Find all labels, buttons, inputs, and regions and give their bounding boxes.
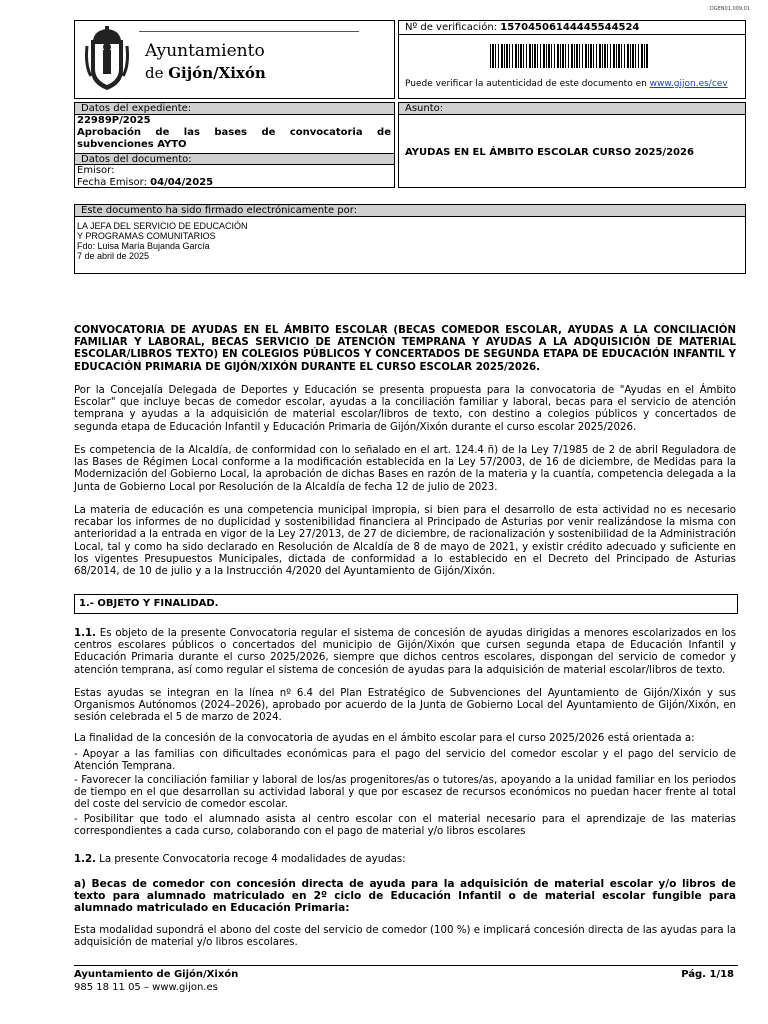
bullet-3: - Posibilitar que todo el alumnado asista al centro escolar con el material necesario para el aprendizaje de las materias correspondientes a cada curso, colaborando con el pago de material y/o libros escolares (74, 814, 736, 838)
expediente-number: 22989P/2025 (77, 115, 151, 126)
paragraph-1: Por la Concejalía Delegada de Deportes y Educación se presenta propuesta para la convocatoria de "Ayudas en el Ámbito Escolar" que incluye becas de comedor escolar, ayudas a la conciliación familiar y laboral, becas para el servicio de atención temprana y ayudas a la adquisición de material escolar/libros de texto, con destino a colegios públicos y concertados de segunda etapa de Educación Infantil y Educación Primaria de Gijón/Xixón durante el curso escolar 2025/2026. (74, 385, 736, 433)
firma-header: Este documento ha sido firmado electrónicamente por: (75, 205, 745, 217)
expediente-box (74, 102, 395, 188)
bullet-2: - Favorecer la conciliación familiar y laboral de los/as progenitores/as o tutores/as, apoyando a la unidad familiar en los periodos de tiempo en el que desarrollan su actividad laboral y que por escasez de recursos económicos no puedan hacer frente al total del coste del servicio de comedor escolar. (74, 775, 736, 811)
emisor-label: Emisor: (77, 165, 115, 176)
logo-line1: Ayuntamiento (145, 41, 265, 61)
paragraph-2: Es competencia de la Alcaldía, de conformidad con lo señalado en el art. 124.4 ñ) de la Ley 7/1985 de 2 de abril Reguladora de las Bases de Régimen Local conforme a la modificación establecida en la Ley 57/2003, de 16 de diciembre, de Medidas para la Modernización del Gobierno Local, la aprobación de dichas Bases en razón de la materia y la cuantía, competencia delegada a la Junta de Gobierno Local por Resolución de la Alcaldía de fecha 12 de julio de 2023. (74, 445, 736, 493)
asunto-header: Asunto: (399, 103, 745, 115)
footer-org: Ayuntamiento de Gijón/Xixón (74, 969, 239, 980)
logo-line2: de Gijón/Xixón (145, 64, 266, 82)
paragraph-1-1: 1.1. Es objeto de la presente Convocatoria regular el sistema de concesión de ayudas dirigidas a menores escolarizados en los centros escolares públicos o concertados del municipio de Gijón/Xixón que cursen segunda etapa de Educación Infantil y Educación Primaria durante el curso 2025/2026, siempre que dichos centros escolares, dispongan del servicio de comedor y atención temprana, así como regular el sistema de concesión de ayudas para la adquisición de material escolar/libros de texto. (74, 628, 736, 676)
footer-rule (74, 965, 738, 966)
barcode-icon (490, 44, 648, 68)
paragraph-1-2: 1.2. La presente Convocatoria recoge 4 modalidades de ayudas: (74, 854, 406, 865)
document-title: CONVOCATORIA DE AYUDAS EN EL ÁMBITO ESCOLAR (BECAS COMEDOR ESCOLAR, AYUDAS A LA CONCILIACIÓN FAMILIAR Y LABORAL, BECAS SERVICIO DE ATENCIÓN TEMPRANA Y AYUDAS A LA ADQUISICIÓN DE MATERIAL ESCOLAR/LIBROS TEXTO) EN COLEGIOS PÚBLICOS Y CONCERTADOS DE SEGUNDA ETAPA DE EDUCACIÓN INFANTIL Y EDUCACIÓN PRIMARIA DE GIJÓN/XIXÓN DURANTE EL CURSO ESCOLAR 2025/2026. (74, 325, 736, 373)
firma-details: LA JEFA DEL SERVICIO DE EDUCACIÓN Y PROGRAMAS COMUNITARIOS Fdo: Luisa María Bujanda García 7 de abril de 2025 (77, 221, 248, 261)
expediente-header: Datos del expediente: (75, 103, 394, 115)
modality-a-title: a) Becas de comedor con concesión directa de ayuda para la adquisición de material escolar y/o libros de texto para alumnado matriculado en 2º ciclo de Educación Infantil o de material escolar fungible para alumnado matriculado en Educación Primaria: (74, 878, 736, 915)
section-1-heading-box (74, 594, 738, 614)
paragraph-3: La materia de educación es una competencia municipal impropia, si bien para el desarrollo de esta actividad no es necesario recabar los informes de no duplicidad y sostenibilidad financiera al Principado de Asturias por venir realizándose la misma con anterioridad a la entrada en vigor de la Ley 27/2013, de 27 de diciembre, de racionalización y sostenibilidad de la Administración Local, tal y como ha sido declarado en Resolución de Alcaldía de 8 de mayo de 2021, y existir crédito adecuado y suficiente en los vigentes Presupuestos Municipales, dictada de conformidad a lo establecido en el Decreto del Principado de Asturias 68/2014, de 10 de julio y a la Instrucción 4/2020 del Ayuntamiento de Gijón/Xixón. (74, 505, 736, 578)
logo-box (74, 20, 395, 99)
paragraph-finalidad: La finalidad de la concesión de la convocatoria de ayudas en el ámbito escolar para el curso 2025/2026 está orientada a: (74, 733, 695, 744)
verification-note: Puede verificar la autenticidad de este documento en www.gijon.es/cev (405, 79, 728, 89)
paragraph-plan: Estas ayudas se integran en la línea nº 6.4 del Plan Estratégico de Subvenciones del Ayuntamiento de Gijón/Xixón y sus Organismos Autónomos (2024–2026), aprobado por acuerdo de la Junta de Gobierno Local del Ayuntamiento de Gijón/Xixón, en sesión celebrada el 5 de marzo de 2024. (74, 688, 736, 724)
section-1-heading: 1.- OBJETO Y FINALIDAD. (79, 598, 219, 609)
fecha-emisor: Fecha Emisor: 04/04/2025 (77, 177, 214, 188)
documento-header: Datos del documento: (75, 153, 394, 165)
document-code: DGEN01.009.01 (709, 6, 750, 12)
logo-rule (139, 31, 359, 32)
verification-label-row: Nº de verificación: 15704506144445544524 (405, 22, 640, 33)
asunto-text: AYUDAS EN EL ÁMBITO ESCOLAR CURSO 2025/2026 (405, 147, 694, 158)
asunto-box (398, 102, 746, 188)
footer-contact: 985 18 11 05 – www.gijon.es (74, 982, 218, 993)
paragraph-modality-a: Esta modalidad supondrá el abono del coste del servicio de comedor (100 %) e implicará concesión directa de las ayudas para la adquisición de material y/o libros escolares. (74, 925, 736, 949)
expediente-description: Aprobación de las bases de convocatoria de subvenciones AYTO (77, 127, 391, 151)
verification-number: 15704506144445544524 (500, 22, 640, 33)
coat-of-arms-icon (85, 26, 129, 94)
firma-box (74, 204, 746, 274)
page-number: Pág. 1/18 (681, 969, 734, 980)
verification-divider (399, 34, 745, 35)
bullet-1: - Apoyar a las familias con dificultades económicas para el pago del servicio del comedor escolar y el pago del servicio de Atención Temprana. (74, 749, 736, 773)
verification-link[interactable]: www.gijon.es/cev (649, 79, 728, 89)
